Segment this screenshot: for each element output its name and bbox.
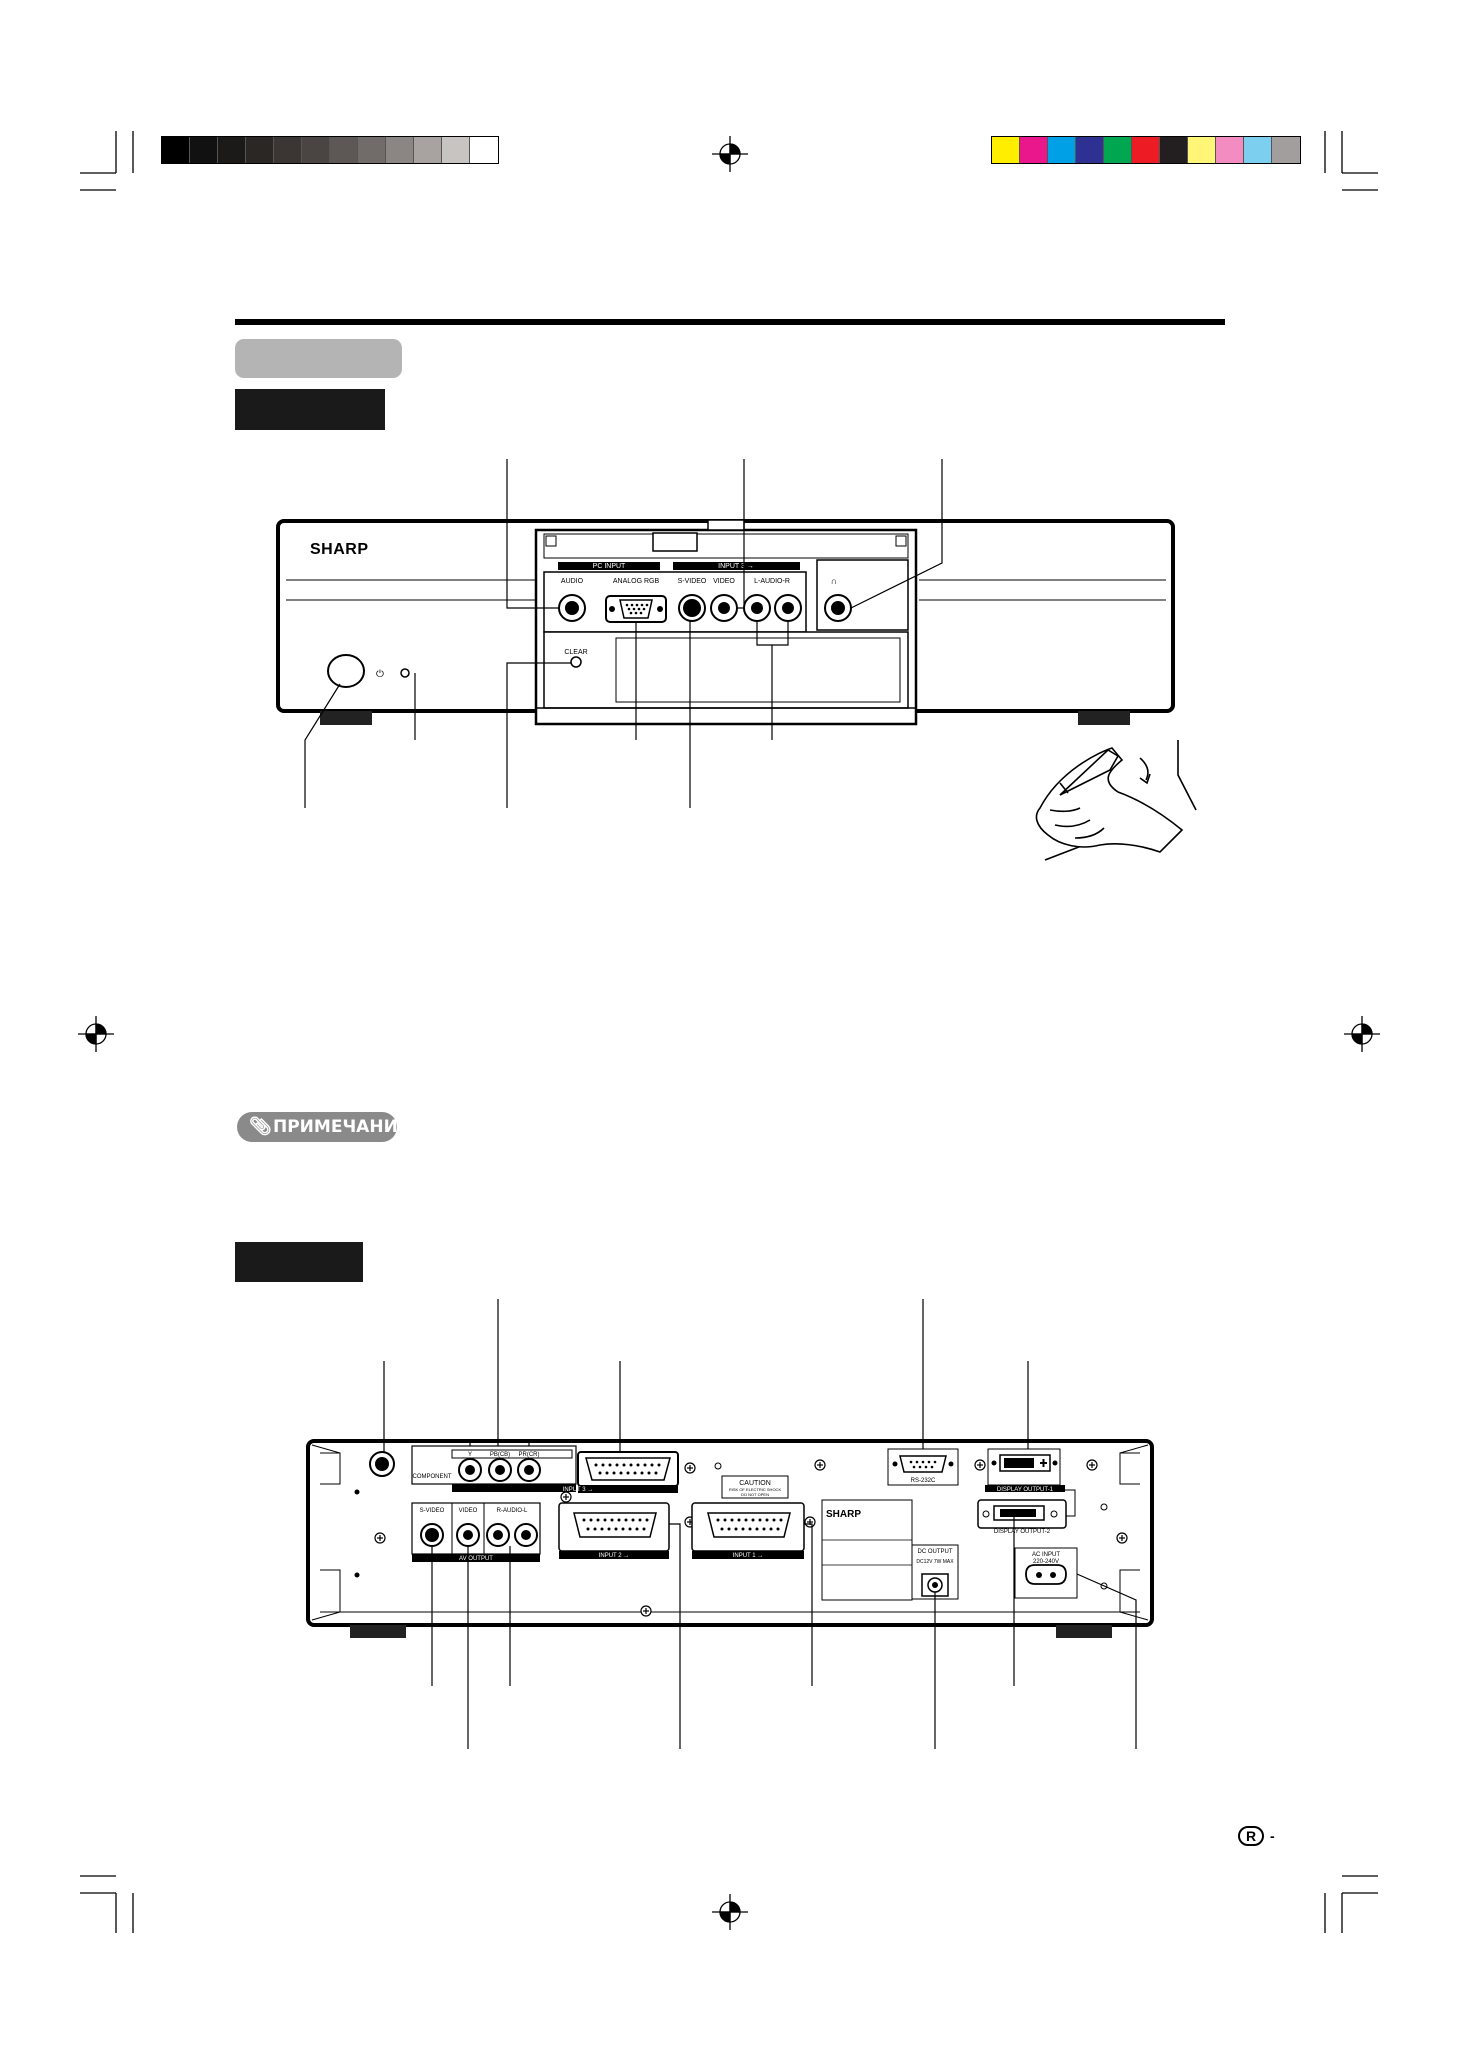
rear-dc-output-spec: DC12V 7W MAX: [916, 1559, 954, 1565]
rear-svideo-label: S-VIDEO: [419, 1508, 445, 1514]
paperclip-icon: 📎︎: [249, 1116, 272, 1137]
rear-input1-label: INPUT 1 →: [732, 1553, 764, 1559]
front-video-label: VIDEO: [713, 578, 735, 585]
rear-caution-title: CAUTION: [739, 1480, 771, 1487]
note-label: ПРИМЕЧАНИЕ: [273, 1117, 410, 1137]
rear-audio-label: R-AUDIO-L: [496, 1508, 528, 1514]
rear-display-output1-label: DISPLAY OUTPUT-1: [996, 1487, 1054, 1493]
page-number-dash: -: [1270, 1828, 1275, 1844]
rear-ac-input-spec: 220-240V: [1032, 1559, 1060, 1565]
rear-ac-input-label: AC INPUT: [1031, 1552, 1061, 1558]
rear-pr-label: PR(CR): [518, 1452, 540, 1458]
rear-panel-illustration: [308, 1441, 1152, 1638]
registration-target-icon: [712, 1894, 748, 1930]
header-rule: [235, 319, 1225, 325]
section-title-box: [235, 339, 402, 378]
rear-input3-label: INPUT 3 →: [562, 1487, 594, 1493]
registration-target-icon: [712, 136, 748, 172]
rear-input2-label: INPUT 2 →: [598, 1553, 630, 1559]
headphone-icon: ∩: [830, 576, 838, 586]
front-pc-input-header: PC INPUT: [592, 563, 626, 570]
note-badge: [237, 1112, 410, 1142]
rear-display-output2-label: DISPLAY OUTPUT-2: [993, 1529, 1051, 1535]
front-brand-logo: SHARP: [310, 541, 369, 558]
rear-view-heading-box: [235, 1242, 363, 1282]
rear-rs232c-label: RS-232C: [910, 1478, 936, 1484]
front-input3-header: INPUT 3 →: [718, 563, 754, 570]
front-clear-label: CLEAR: [564, 649, 588, 656]
rear-pb-label: PB(CB): [489, 1452, 511, 1458]
front-audio-lr-label: L-AUDIO-R: [754, 578, 790, 585]
front-panel-illustration: [278, 520, 1173, 725]
rear-av-output-label: AV OUTPUT: [459, 1556, 493, 1562]
page-language-mark: R: [1238, 1826, 1264, 1846]
registration-target-icon: [1344, 1016, 1380, 1052]
rear-component-label: COMPONENT: [412, 1474, 452, 1480]
rear-caution-line1: RISK OF ELECTRIC SHOCK: [728, 1487, 782, 1492]
rear-caution-line2: DO NOT OPEN: [741, 1492, 769, 1497]
rear-brand-logo: SHARP: [826, 1509, 862, 1520]
power-symbol-icon: ⏻: [376, 669, 384, 680]
front-svideo-label: S-VIDEO: [677, 578, 707, 585]
rear-y-label: Y: [467, 1452, 473, 1458]
rear-video-label: VIDEO: [458, 1508, 478, 1514]
front-analog-rgb-label: ANALOG RGB: [612, 578, 660, 585]
front-view-heading-box: [235, 389, 385, 430]
front-audio-label: AUDIO: [560, 578, 584, 585]
hand-opening-door-illustration: [1036, 740, 1196, 860]
registration-target-icon: [78, 1016, 114, 1052]
rear-dc-output-label: DC OUTPUT: [917, 1549, 953, 1555]
